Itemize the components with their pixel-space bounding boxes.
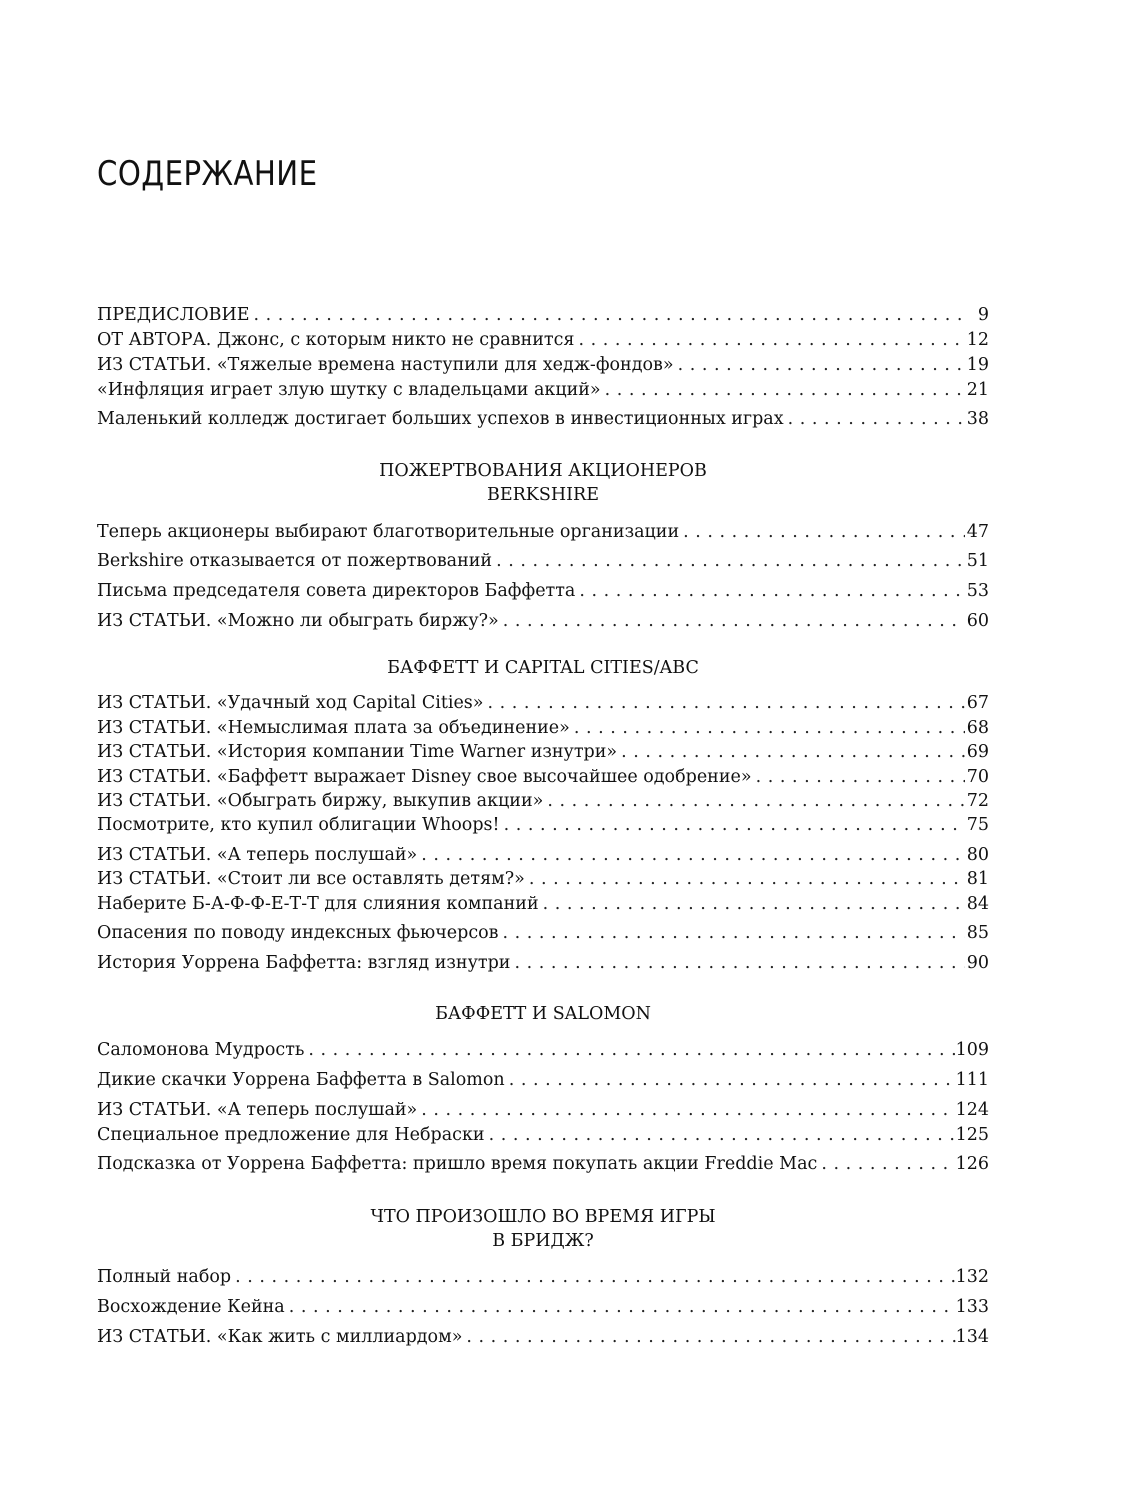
section-heading-line: BERKSHIRE bbox=[487, 485, 599, 505]
section-heading-line: ЧТО ПРОИЗОШЛО ВО ВРЕМЯ ИГРЫ bbox=[370, 1207, 716, 1227]
dot-leader bbox=[304, 1037, 955, 1063]
toc-entry-page: 84 bbox=[966, 894, 989, 914]
toc-entry[interactable] bbox=[97, 377, 989, 403]
toc-entry[interactable] bbox=[97, 788, 989, 814]
toc-entry-page: 70 bbox=[966, 767, 989, 787]
dot-leader bbox=[543, 788, 965, 814]
toc-entry-title: «Инфляция играет злую шутку с владельцами акций» bbox=[97, 380, 601, 400]
toc-entry-title: ИЗ СТАТЬИ. «История компании Time Warner изнутри» bbox=[97, 742, 618, 762]
toc-entry[interactable] bbox=[97, 1151, 989, 1177]
section-heading bbox=[97, 1205, 989, 1253]
toc-entry[interactable] bbox=[97, 608, 989, 634]
toc-entry-title: ИЗ СТАТЬИ. «Можно ли обыграть биржу?» bbox=[97, 611, 499, 631]
toc-entry-title: Посмотрите, кто купил облигации Whoops! bbox=[97, 815, 500, 835]
toc-entry[interactable] bbox=[97, 352, 989, 378]
dot-leader bbox=[570, 715, 965, 741]
dot-leader bbox=[499, 608, 965, 634]
toc-entry-page: 72 bbox=[966, 791, 989, 811]
toc-entry-title: ОТ АВТОРА. Джонс, с которым никто не сравнится bbox=[97, 330, 575, 350]
toc-entry-page: 12 bbox=[966, 330, 989, 350]
section-heading-line: В БРИДЖ? bbox=[492, 1231, 594, 1251]
toc-entry[interactable] bbox=[97, 891, 989, 917]
section-heading bbox=[97, 459, 989, 507]
toc-entry[interactable] bbox=[97, 690, 989, 716]
dot-leader bbox=[525, 866, 965, 892]
section-heading bbox=[97, 656, 989, 680]
toc-entry-title: Маленький колледж достигает больших успехов в инвестиционных играх bbox=[97, 409, 784, 429]
toc-entry-title: Полный набор bbox=[97, 1267, 232, 1287]
toc-entry-page: 60 bbox=[966, 611, 989, 631]
toc-entry-page: 51 bbox=[966, 551, 989, 571]
dot-leader bbox=[231, 1264, 955, 1290]
page-title: СОДЕРЖАНИЕ bbox=[97, 154, 318, 194]
toc-entry-page: 38 bbox=[966, 409, 989, 429]
toc-entry[interactable] bbox=[97, 920, 989, 946]
toc-entry-page: 81 bbox=[966, 869, 989, 889]
dot-leader bbox=[784, 406, 965, 432]
toc-entry-page: 69 bbox=[966, 742, 989, 762]
dot-leader bbox=[417, 842, 965, 868]
toc-entry[interactable] bbox=[97, 519, 989, 545]
toc-entry-page: 124 bbox=[955, 1100, 989, 1120]
toc-entry[interactable] bbox=[97, 1037, 989, 1063]
dot-leader bbox=[499, 920, 965, 946]
toc-entry-page: 21 bbox=[966, 380, 989, 400]
toc-entry[interactable] bbox=[97, 715, 989, 741]
dot-leader bbox=[462, 1324, 955, 1350]
toc-entry-title: Теперь акционеры выбирают благотворительные организации bbox=[97, 522, 680, 542]
toc-entry[interactable] bbox=[97, 302, 989, 328]
toc-entry[interactable] bbox=[97, 1097, 989, 1123]
dot-leader bbox=[250, 302, 965, 328]
toc-entry-title: ИЗ СТАТЬИ. «Стоит ли все оставлять детям?» bbox=[97, 869, 525, 889]
toc-entry[interactable] bbox=[97, 812, 989, 838]
toc-entry-page: 111 bbox=[955, 1070, 989, 1090]
toc-entry[interactable] bbox=[97, 1324, 989, 1350]
toc-entry-title: ИЗ СТАТЬИ. «А теперь послушай» bbox=[97, 1100, 418, 1120]
dot-leader bbox=[817, 1151, 955, 1177]
toc-entry-page: 126 bbox=[955, 1154, 989, 1174]
toc-entry-title: Специальное предложение для Небраски bbox=[97, 1125, 485, 1145]
toc-entry-page: 109 bbox=[955, 1040, 989, 1060]
section-heading bbox=[97, 1002, 989, 1026]
dot-leader bbox=[601, 377, 965, 403]
toc-entry[interactable] bbox=[97, 578, 989, 604]
toc-entry-page: 134 bbox=[955, 1327, 989, 1347]
dot-leader bbox=[492, 548, 965, 574]
toc-entry-page: 9 bbox=[977, 305, 989, 325]
toc-entry-title: Письма председателя совета директоров Баффетта bbox=[97, 581, 576, 601]
toc-entry-page: 67 bbox=[966, 693, 989, 713]
toc-entry-title: Наберите Б-А-Ф-Ф-Е-Т-Т для слияния компаний bbox=[97, 894, 539, 914]
dot-leader bbox=[575, 578, 965, 604]
toc-entry-title: ИЗ СТАТЬИ. «Баффетт выражает Disney свое высочайшее одобрение» bbox=[97, 767, 752, 787]
toc-entry-title: Опасения по поводу индексных фьючерсов bbox=[97, 923, 499, 943]
toc-entry-page: 132 bbox=[955, 1267, 989, 1287]
toc-entry-page: 125 bbox=[955, 1125, 989, 1145]
toc-entry-title: ИЗ СТАТЬИ. «Тяжелые времена наступили для хедж-фондов» bbox=[97, 355, 674, 375]
toc-entry-title: ИЗ СТАТЬИ. «Немыслимая плата за объединение» bbox=[97, 718, 570, 738]
toc-entry-title: История Уоррена Баффетта: взгляд изнутри bbox=[97, 953, 511, 973]
toc-entry-title: Berkshire отказывается от пожертвований bbox=[97, 551, 493, 571]
dot-leader bbox=[485, 1122, 956, 1148]
toc-entry[interactable] bbox=[97, 950, 989, 976]
toc-entry-page: 53 bbox=[966, 581, 989, 601]
toc-entry-title: ПРЕДИСЛОВИЕ bbox=[97, 305, 250, 325]
toc-entry-page: 133 bbox=[955, 1297, 989, 1317]
toc-entry[interactable] bbox=[97, 764, 989, 790]
dot-leader bbox=[285, 1294, 956, 1320]
toc-entry-title: ИЗ СТАТЬИ. «А теперь послушай» bbox=[97, 845, 418, 865]
dot-leader bbox=[510, 950, 965, 976]
toc-entry[interactable] bbox=[97, 1122, 989, 1148]
toc-entry[interactable] bbox=[97, 406, 989, 432]
toc-entry[interactable] bbox=[97, 1264, 989, 1290]
toc-entry[interactable] bbox=[97, 548, 989, 574]
dot-leader bbox=[574, 327, 965, 353]
dot-leader bbox=[539, 891, 965, 917]
toc-entry-page: 80 bbox=[966, 845, 989, 865]
section-heading-line: БАФФЕТТ И SALOMON bbox=[435, 1004, 651, 1024]
toc-entry[interactable] bbox=[97, 1294, 989, 1320]
dot-leader bbox=[500, 812, 965, 838]
toc-entry-title: ИЗ СТАТЬИ. «Удачный ход Capital Cities» bbox=[97, 693, 484, 713]
toc-entry-title: Восхождение Кейна bbox=[97, 1297, 285, 1317]
dot-leader bbox=[484, 690, 966, 716]
toc-entry[interactable] bbox=[97, 866, 989, 892]
dot-leader bbox=[417, 1097, 955, 1123]
toc-entry[interactable] bbox=[97, 739, 989, 765]
toc-entry[interactable] bbox=[97, 842, 989, 868]
toc-entry-page: 85 bbox=[966, 923, 989, 943]
toc-entry-title: Саломонова Мудрость bbox=[97, 1040, 305, 1060]
toc-entry[interactable] bbox=[97, 1067, 989, 1093]
toc-entry-page: 68 bbox=[966, 718, 989, 738]
dot-leader bbox=[674, 352, 965, 378]
dot-leader bbox=[679, 519, 965, 545]
toc-entry-page: 90 bbox=[966, 953, 989, 973]
toc-entry-title: Подсказка от Уоррена Баффетта: пришло время покупать акции Freddie Mac bbox=[97, 1154, 818, 1174]
section-heading-line: БАФФЕТТ И CAPITAL CITIES/ABC bbox=[387, 658, 699, 678]
dot-leader bbox=[752, 764, 965, 790]
toc-entry-title: Дикие скачки Уоррена Баффетта в Salomon bbox=[97, 1070, 505, 1090]
toc-entry-title: ИЗ СТАТЬИ. «Обыграть биржу, выкупив акции» bbox=[97, 791, 544, 811]
toc-entry-page: 75 bbox=[966, 815, 989, 835]
toc-entry-page: 19 bbox=[966, 355, 989, 375]
section-heading-line: ПОЖЕРТВОВАНИЯ АКЦИОНЕРОВ bbox=[379, 461, 707, 481]
dot-leader bbox=[505, 1067, 956, 1093]
toc-entry-page: 47 bbox=[966, 522, 989, 542]
toc-entry[interactable] bbox=[97, 327, 989, 353]
toc-entry-title: ИЗ СТАТЬИ. «Как жить с миллиардом» bbox=[97, 1327, 463, 1347]
dot-leader bbox=[617, 739, 965, 765]
